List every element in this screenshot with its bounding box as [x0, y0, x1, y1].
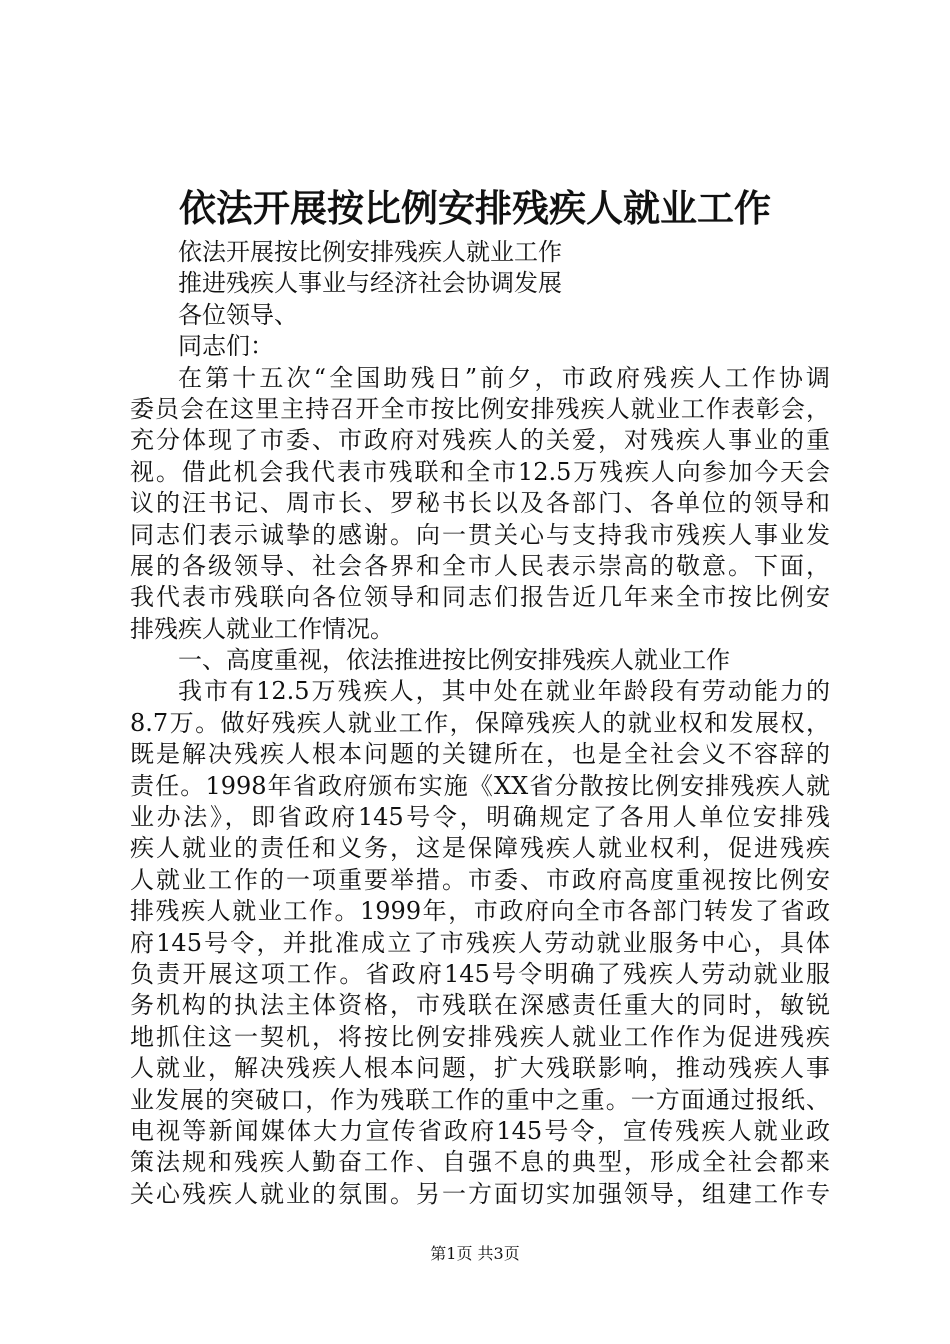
body-text-line: 疾人就业的责任和义务，这是保障残疾人就业权利，促进残疾	[130, 834, 830, 863]
body-text-line: 同志们表示诚挚的感谢。向一贯关心与支持我市残疾人事业发	[130, 520, 830, 549]
body-text-line: 既是解决残疾人根本问题的关键所在，也是全社会义不容辞的	[130, 740, 830, 769]
document-body	[130, 237, 830, 1210]
body-text-line: 人就业工作的一项重要举措。市委、市政府高度重视按比例安	[130, 865, 830, 894]
body-text-line: 推进残疾人事业与经济社会协调发展	[178, 269, 562, 298]
body-text-line: 我市有12.5万残疾人，其中处在就业年龄段有劳动能力的	[178, 677, 830, 706]
body-text-line: 充分体现了市委、市政府对残疾人的关爱，对残疾人事业的重	[130, 426, 830, 455]
body-text-line: 人就业，解决残疾人根本问题，扩大残联影响，推动残疾人事	[130, 1054, 830, 1083]
body-text-line: 电视等新闻媒体大力宣传省政府145号令，宣传残疾人就业政	[130, 1116, 830, 1145]
page-footer: 第1页 共3页	[430, 1244, 520, 1263]
body-text-line: 排残疾人就业工作情况。	[130, 614, 394, 643]
body-text-line: 展的各级领导、社会各界和全市人民表示崇高的敬意。下面，	[130, 551, 830, 580]
body-text-line: 务机构的执法主体资格，市残联在深感责任重大的同时，敏锐	[130, 991, 830, 1020]
body-text-line: 业发展的突破口，作为残联工作的重中之重。一方面通过报纸、	[130, 1085, 830, 1114]
body-text-line: 各位领导、	[178, 300, 298, 329]
body-text-line: 依法开展按比例安排残疾人就业工作	[178, 238, 562, 266]
body-text-line: 排残疾人就业工作。1999年，市政府向全市各部门转发了省政	[130, 897, 830, 926]
body-text-line: 负责开展这项工作。省政府145号令明确了残疾人劳动就业服	[130, 959, 830, 988]
body-text-line: 地抓住这一契机，将按比例安排残疾人就业工作作为促进残疾	[130, 1022, 830, 1051]
body-text-line: 8.7万。做好残疾人就业工作，保障残疾人的就业权和发展权，	[130, 708, 830, 737]
body-text-line: 视。借此机会我代表市残联和全市12.5万残疾人向参加今天会	[130, 457, 830, 486]
body-text-line: 委员会在这里主持召开全市按比例安排残疾人就业工作表彰会，	[130, 394, 830, 423]
body-text-line: 策法规和残疾人勤奋工作、自强不息的典型，形成全社会都来	[130, 1148, 830, 1177]
body-text-line: 在第十五次“全国助残日”前夕，市政府残疾人工作协调	[178, 363, 830, 392]
body-text-line: 关心残疾人就业的氛围。另一方面切实加强领导，组建工作专	[130, 1179, 830, 1208]
body-text-line: 同志们：	[178, 332, 274, 361]
body-text-line: 议的汪书记、周市长、罗秘书长以及各部门、各单位的领导和	[130, 489, 830, 518]
body-text-line: 责任。1998年省政府颁布实施《XX省分散按比例安排残疾人就	[130, 771, 830, 800]
body-text-line: 我代表市残联向各位领导和同志们报告近几年来全市按比例安	[130, 583, 830, 612]
document-title: 依法开展按比例安排残疾人就业工作	[179, 186, 771, 230]
body-text-line: 一、高度重视，依法推进按比例安排残疾人就业工作	[178, 646, 730, 675]
body-text-line: 府145号令，并批准成立了市残疾人劳动就业服务中心，具体	[130, 928, 830, 957]
body-text-line: 业办法》，即省政府145号令，明确规定了各用人单位安排残	[130, 803, 830, 832]
